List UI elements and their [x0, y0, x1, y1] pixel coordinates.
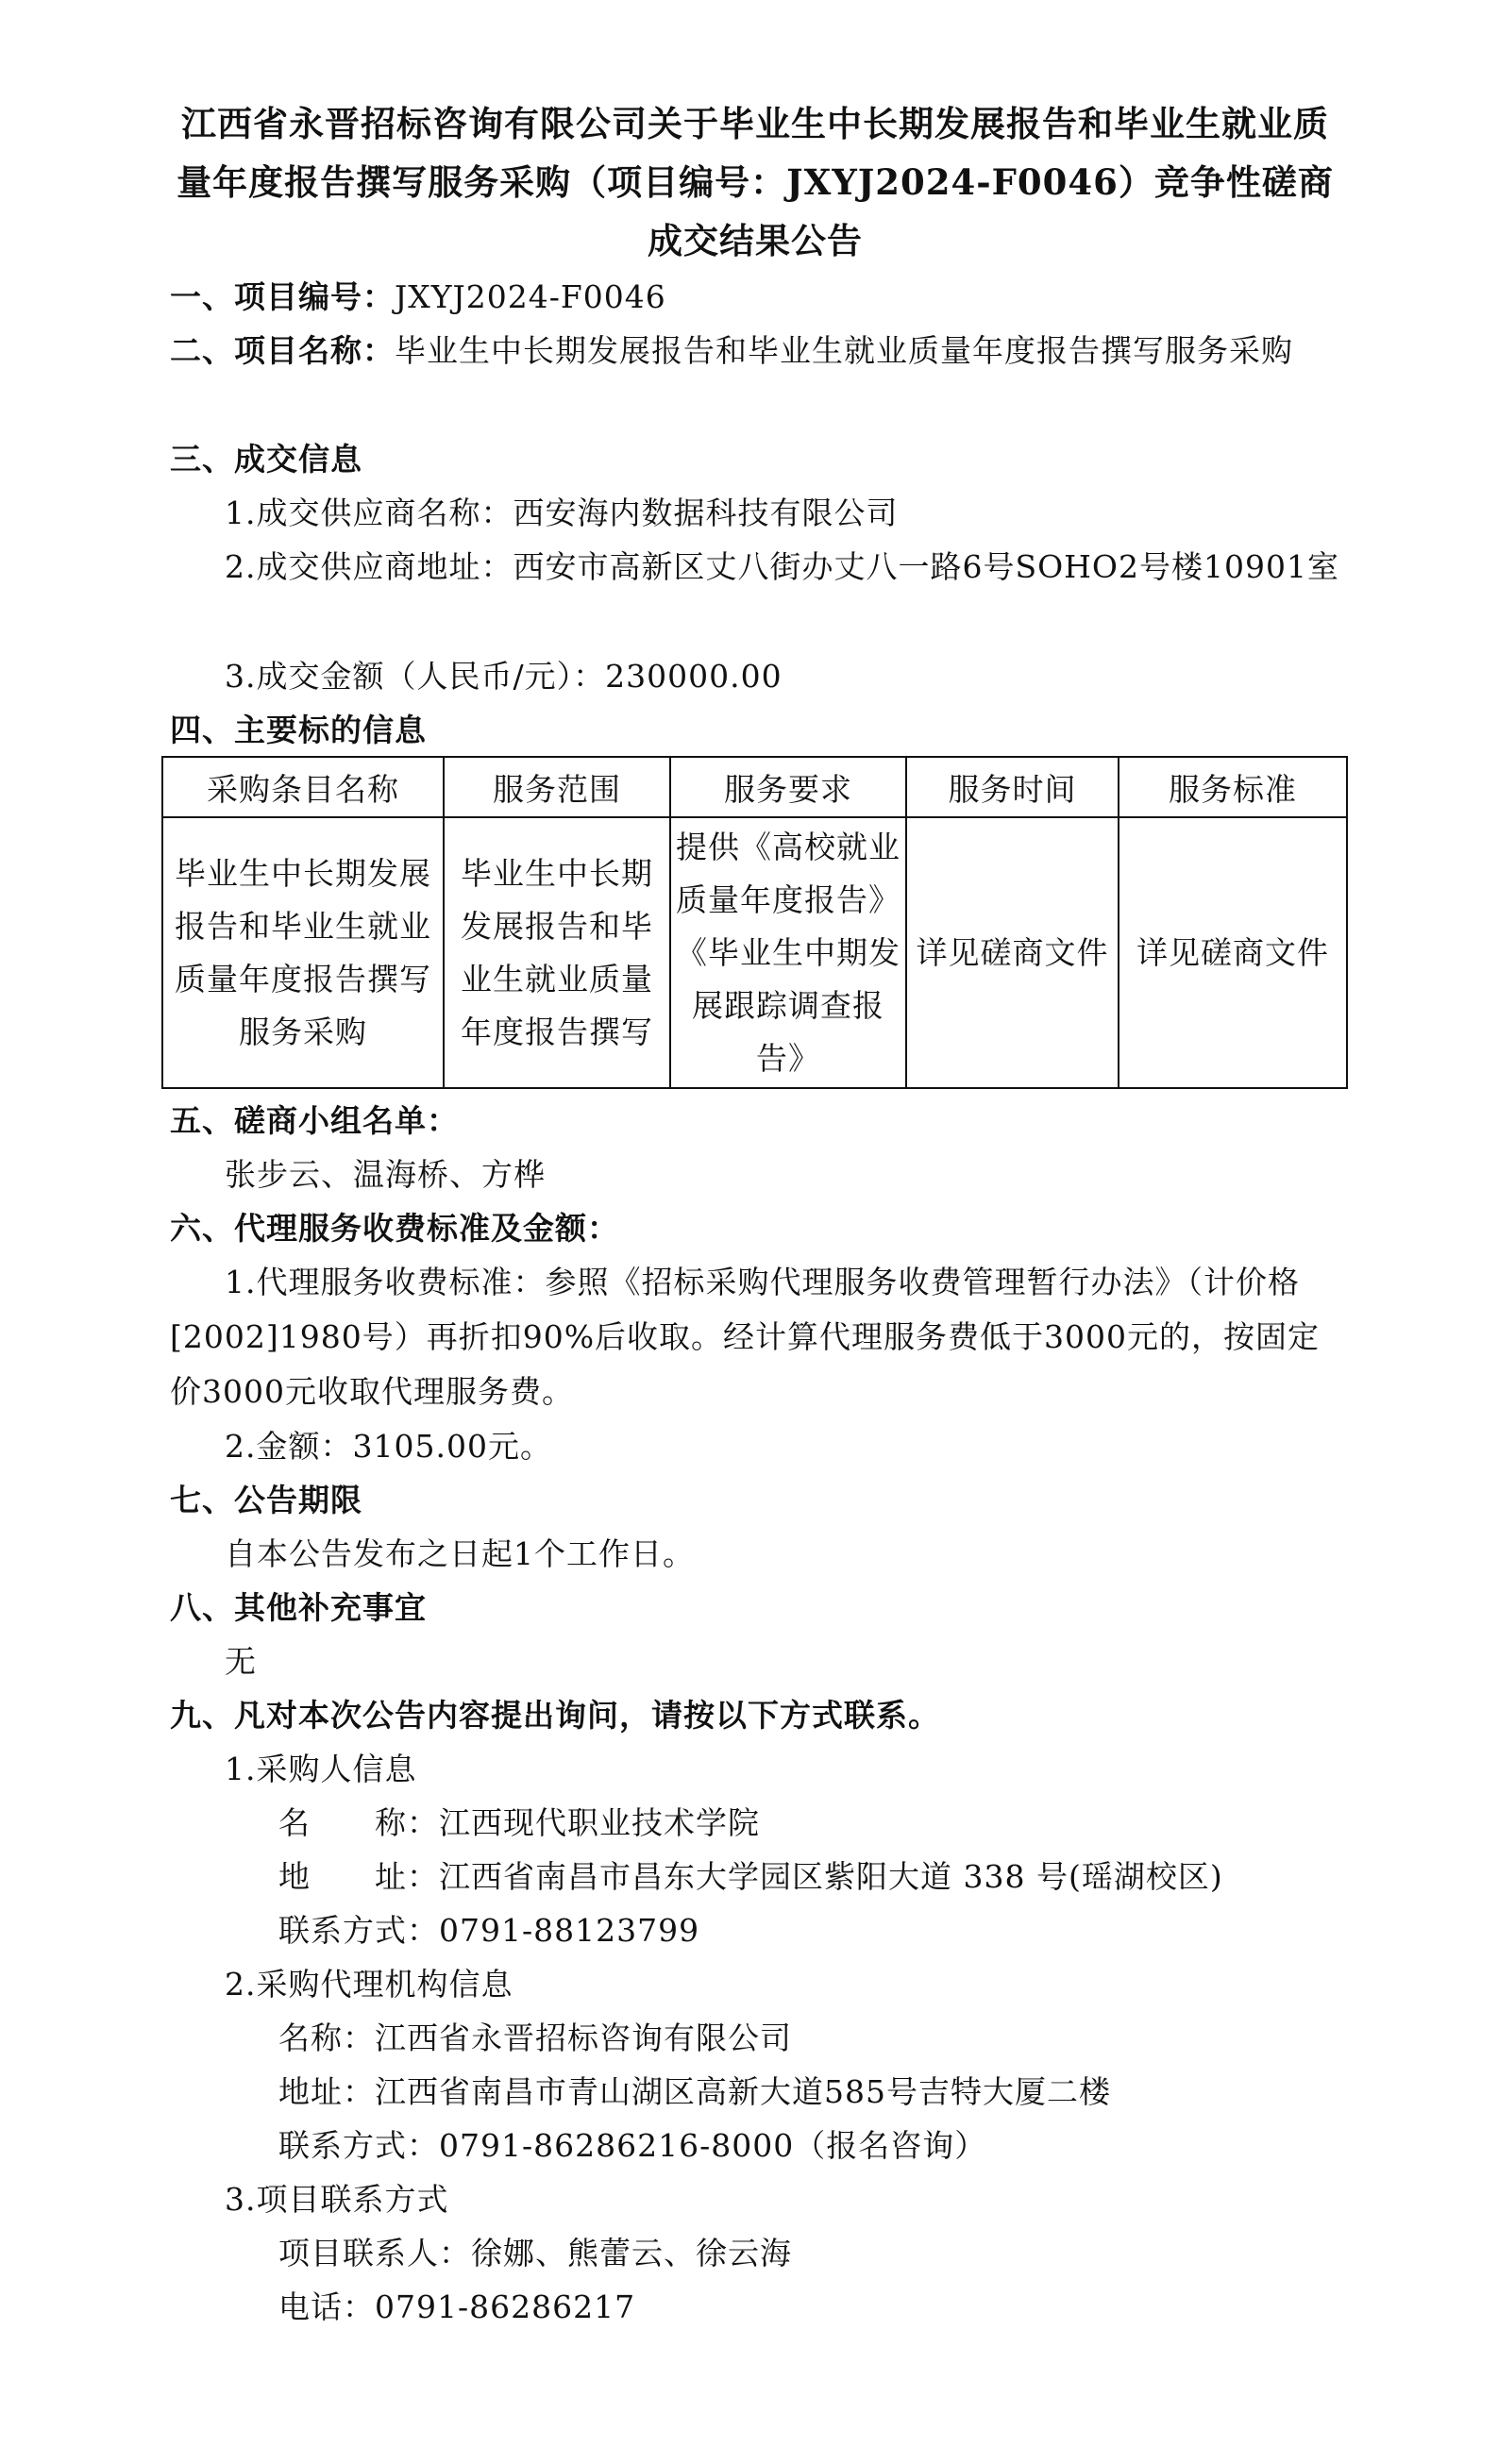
section-4-heading: 四、主要标的信息 — [170, 712, 427, 748]
section-7-heading: 七、公告期限 — [170, 1482, 362, 1518]
table-header-row — [162, 757, 1347, 817]
table-header-cell: 服务范围 — [444, 757, 670, 817]
table-cell: 提供《高校就业质量年度报告》《毕业生中期发展跟踪调查报告》 — [670, 817, 906, 1088]
supplier-address: 2.成交供应商地址：西安市高新区丈八街办丈八一路6号SOHO2号楼10901室 — [225, 548, 1339, 585]
agency-heading: 2.采购代理机构信息 — [225, 1966, 513, 2003]
supplier-name: 1.成交供应商名称：西安海内数据科技有限公司 — [225, 494, 899, 531]
subject-info-table — [161, 756, 1348, 1089]
table-header-cell: 采购条目名称 — [162, 757, 444, 817]
table-row — [162, 817, 1347, 1088]
section-3-heading: 三、成交信息 — [170, 441, 362, 478]
project-contact-heading: 3.项目联系方式 — [225, 2181, 449, 2218]
project-contact-persons: 项目联系人：徐娜、熊蕾云、徐云海 — [278, 2235, 792, 2271]
section-8-heading: 八、其他补充事宜 — [170, 1589, 427, 1626]
section-1-project-number — [170, 270, 1340, 325]
agency-contact: 联系方式：0791-86286216-8000（报名咨询） — [278, 2127, 987, 2164]
fee-standard: 1.代理服务收费标准：参照《招标采购代理服务收费管理暂行办法》（计价格[2002]1980号）再折扣90%后收取。经计算代理服务费低于3000元的，按固定价3000元收取代理服务费。 — [170, 1264, 1321, 1410]
section-6-heading: 六、代理服务收费标准及金额： — [170, 1210, 619, 1247]
section-1-label: 一、项目编号： — [170, 278, 395, 315]
section-2-project-name — [170, 324, 1340, 378]
section-2-label: 二、项目名称： — [170, 332, 395, 369]
table-cell: 详见磋商文件 — [1119, 817, 1347, 1088]
table-cell: 详见磋商文件 — [906, 817, 1119, 1088]
section-9-heading: 九、凡对本次公告内容提出询问，请按以下方式联系。 — [170, 1697, 940, 1734]
buyer-heading: 1.采购人信息 — [225, 1751, 417, 1787]
table-header-cell: 服务标准 — [1119, 757, 1347, 817]
buyer-contact: 联系方式：0791-88123799 — [278, 1912, 700, 1949]
project-contact-phone: 电话：0791-86286217 — [278, 2288, 636, 2325]
deal-amount: 3.成交金额（人民币/元）：230000.00 — [225, 658, 783, 695]
buyer-address: 地 址：江西省南昌市昌东大学园区紫阳大道 338 号(瑶湖校区) — [278, 1858, 1223, 1895]
other-matters: 无 — [225, 1643, 257, 1680]
panel-members: 张步云、温海桥、方桦 — [225, 1156, 546, 1193]
project-name-value: 毕业生中长期发展报告和毕业生就业质量年度报告撰写服务采购 — [395, 332, 1293, 369]
fee-amount: 2.金额：3105.00元。 — [225, 1428, 552, 1465]
table-header-cell: 服务要求 — [670, 757, 906, 817]
notice-period: 自本公告发布之日起1个工作日。 — [225, 1535, 695, 1572]
table-cell: 毕业生中长期发展报告和毕业生就业质量年度报告撰写 — [444, 817, 670, 1088]
table-header-cell: 服务时间 — [906, 757, 1119, 817]
agency-address: 地址：江西省南昌市青山湖区高新大道585号吉特大厦二楼 — [278, 2073, 1111, 2110]
section-5-heading: 五、磋商小组名单： — [170, 1102, 459, 1139]
agency-name: 名称：江西省永晋招标咨询有限公司 — [278, 2020, 792, 2056]
table-cell: 毕业生中长期发展报告和毕业生就业质量年度报告撰写服务采购 — [162, 817, 444, 1088]
project-number-value: JXYJ2024-F0046 — [395, 278, 666, 315]
buyer-name: 名 称：江西现代职业技术学院 — [278, 1804, 760, 1841]
document-title: 江西省永晋招标咨询有限公司关于毕业生中长期发展报告和毕业生就业质量年度报告撰写服务采购（项目编号：JXYJ2024-F0046）竞争性磋商成交结果公告 — [177, 103, 1334, 261]
